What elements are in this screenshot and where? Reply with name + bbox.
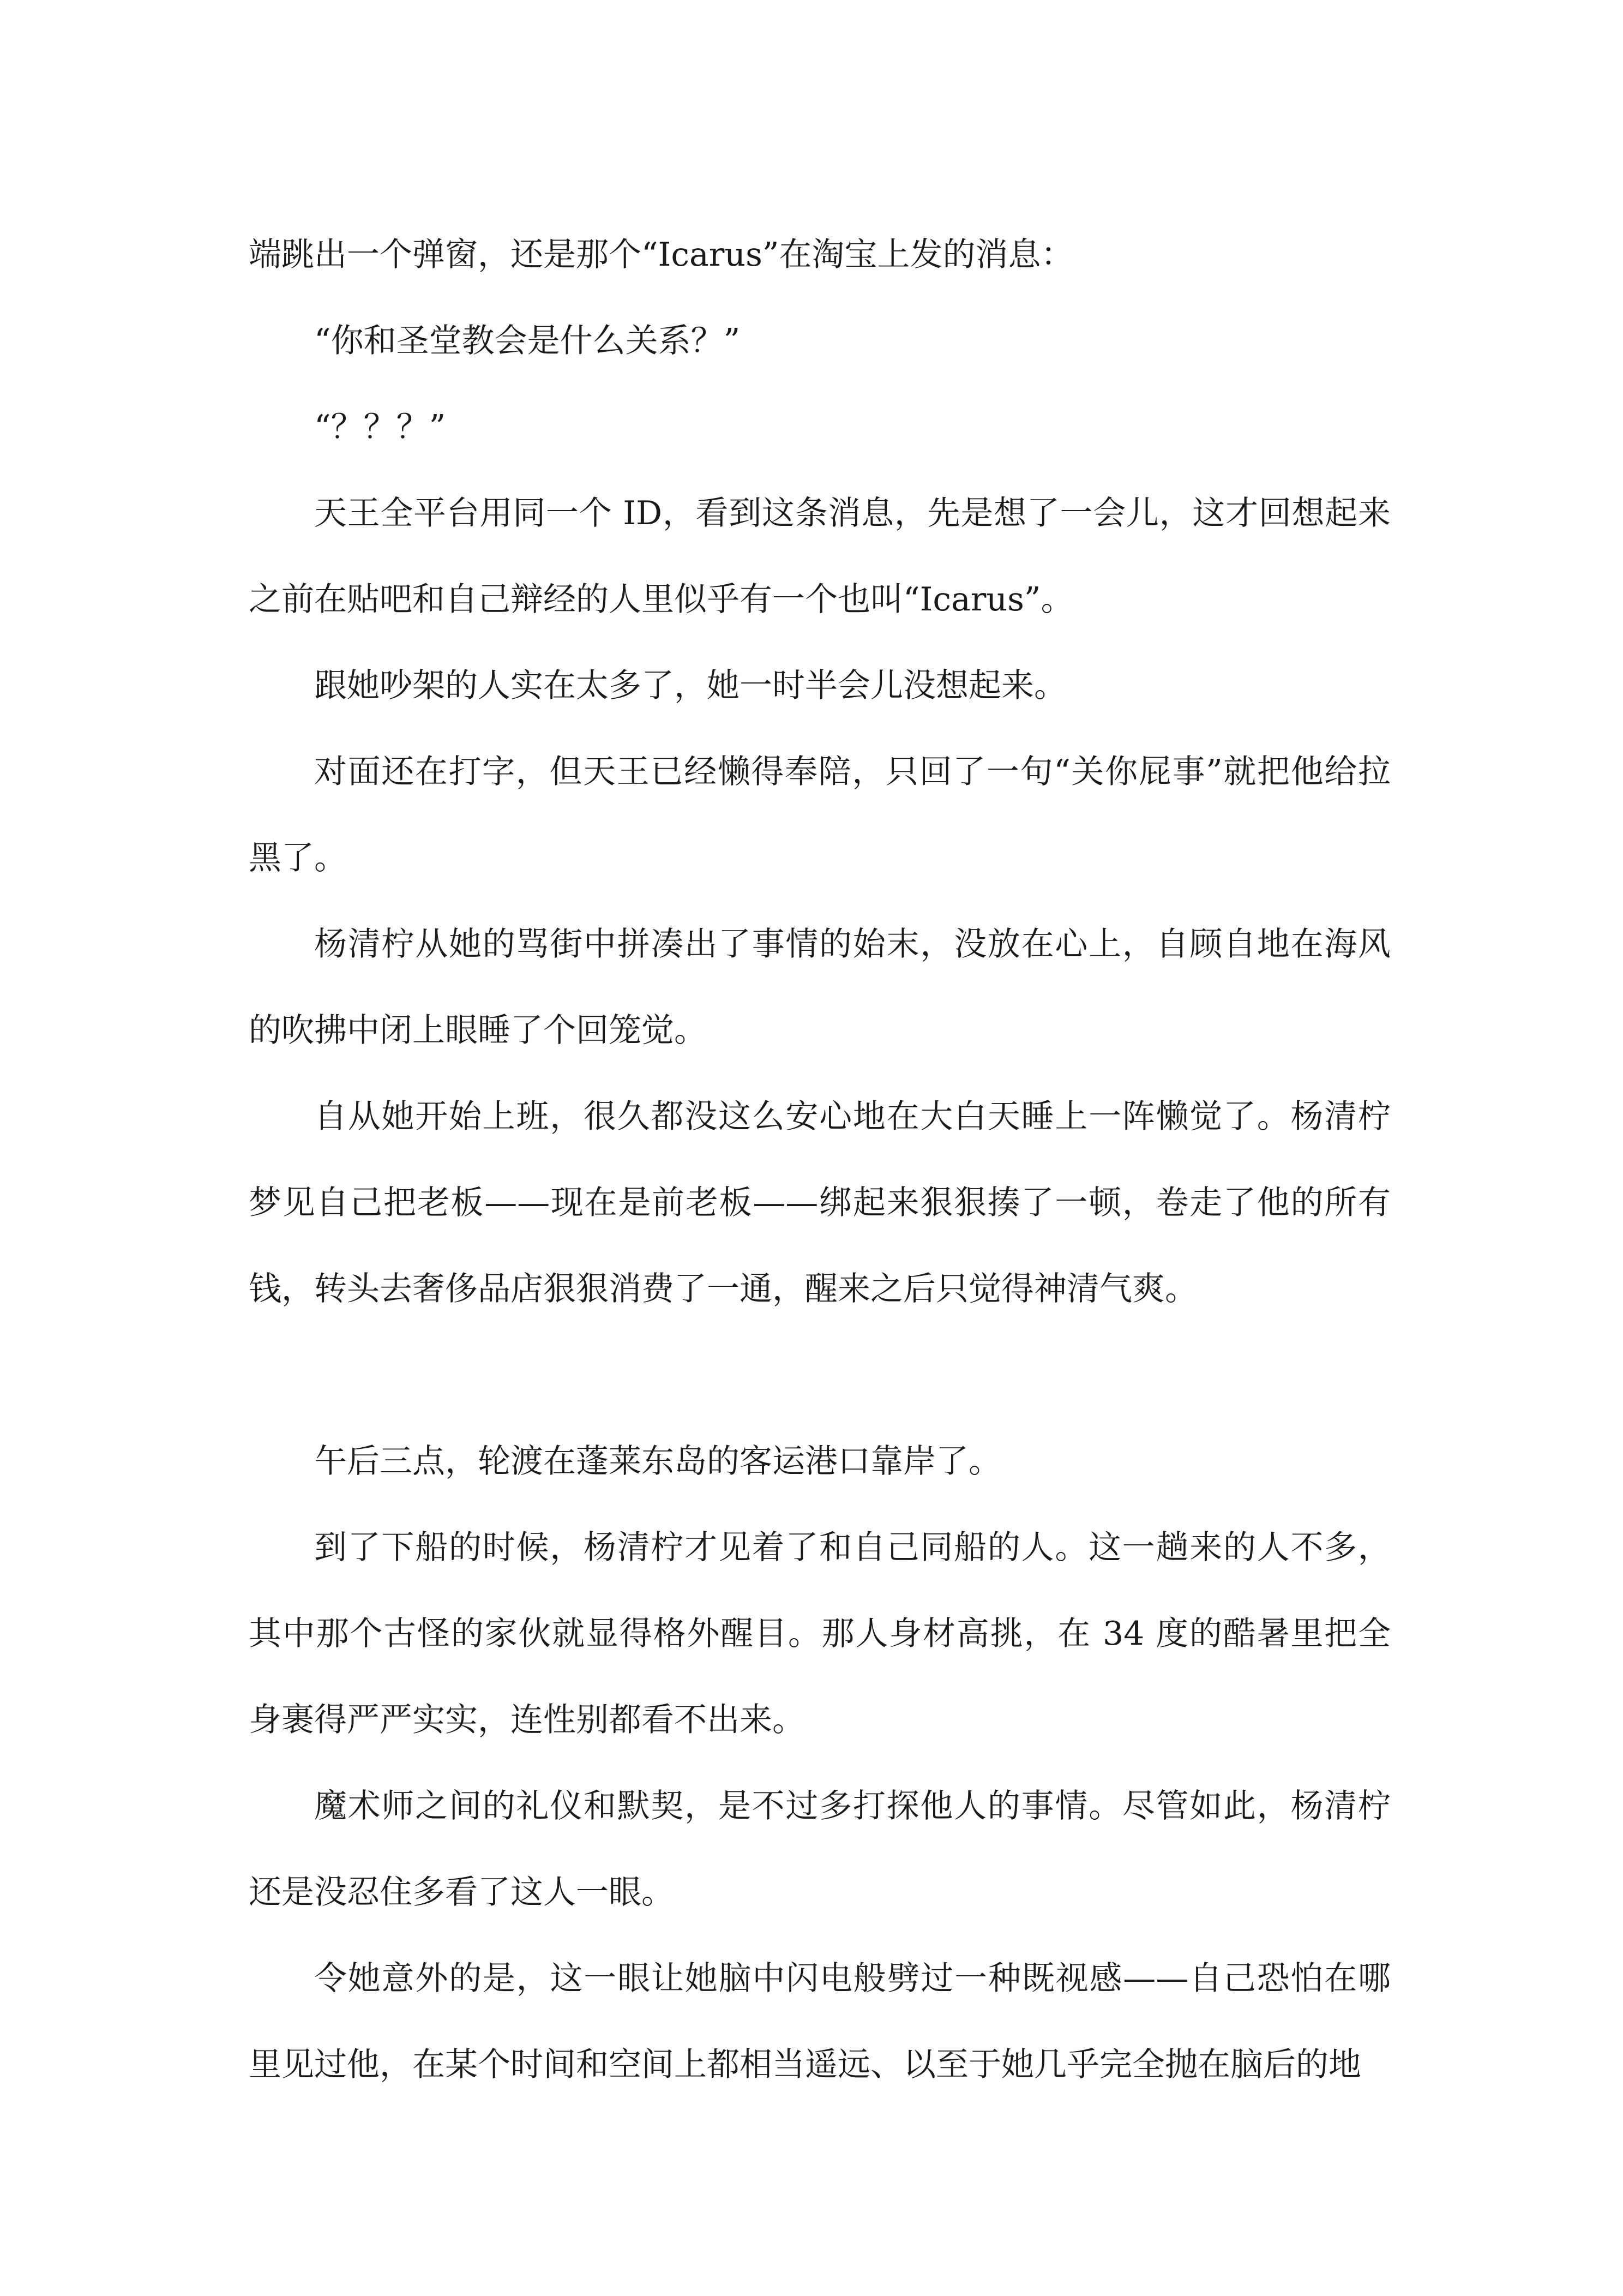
paragraph: 对面还在打字，但天王已经懒得奉陪，只回了一句“关你屁事”就把他给拉黑了。	[249, 753, 1391, 877]
paragraph: 到了下船的时候，杨清柠才见着了和自己同船的人。这一趟来的人不多，其中那个古怪的家伙就显得格外醒目。那人身材高挑，在 34 度的酷暑里把全身裹得严严实实，连性别都看不出来。	[249, 1528, 1391, 1739]
paragraph: 魔术师之间的礼仪和默契，是不过多打探他人的事情。尽管如此，杨清柠还是没忍住多看了这人一眼。	[249, 1787, 1391, 1911]
paragraph: 跟她吵架的人实在太多了，她一时半会儿没想起来。	[314, 667, 1067, 705]
paragraph: 令她意外的是，这一眼让她脑中闪电般劈过一种既视感——自己恐怕在哪里见过他，在某个时间和空间上都相当遥远、以至于她几乎完全抛在脑后的地	[249, 1959, 1391, 2084]
paragraph: 自从她开始上班，很久都没这么安心地在大白天睡上一阵懒觉了。杨清柠梦见自己把老板——现在是前老板——绑起来狠狠揍了一顿，卷走了他的所有钱，转头去奢侈品店狠狠消费了一通，醒来之后只觉得神清气爽。	[249, 1098, 1391, 1308]
section-break	[249, 1332, 1391, 1418]
paragraph: 端跳出一个弹窗，还是那个“Icarus”在淘宝上发的消息：	[249, 236, 1074, 274]
paragraph: 天王全平台用同一个 ID，看到这条消息，先是想了一会儿，这才回想起来之前在贴吧和自己辩经的人里似乎有一个也叫“Icarus”。	[249, 494, 1391, 619]
body-text	[249, 212, 1391, 2108]
paragraph: “？？？”	[314, 408, 446, 446]
paragraph: 午后三点，轮渡在蓬莱东岛的客运港口靠岸了。	[314, 1442, 1001, 1480]
paragraph: 杨清柠从她的骂街中拼凑出了事情的始末，没放在心上，自顾自地在海风的吹拂中闭上眼睡了个回笼觉。	[249, 925, 1391, 1050]
paragraph: “你和圣堂教会是什么关系？”	[314, 322, 741, 360]
